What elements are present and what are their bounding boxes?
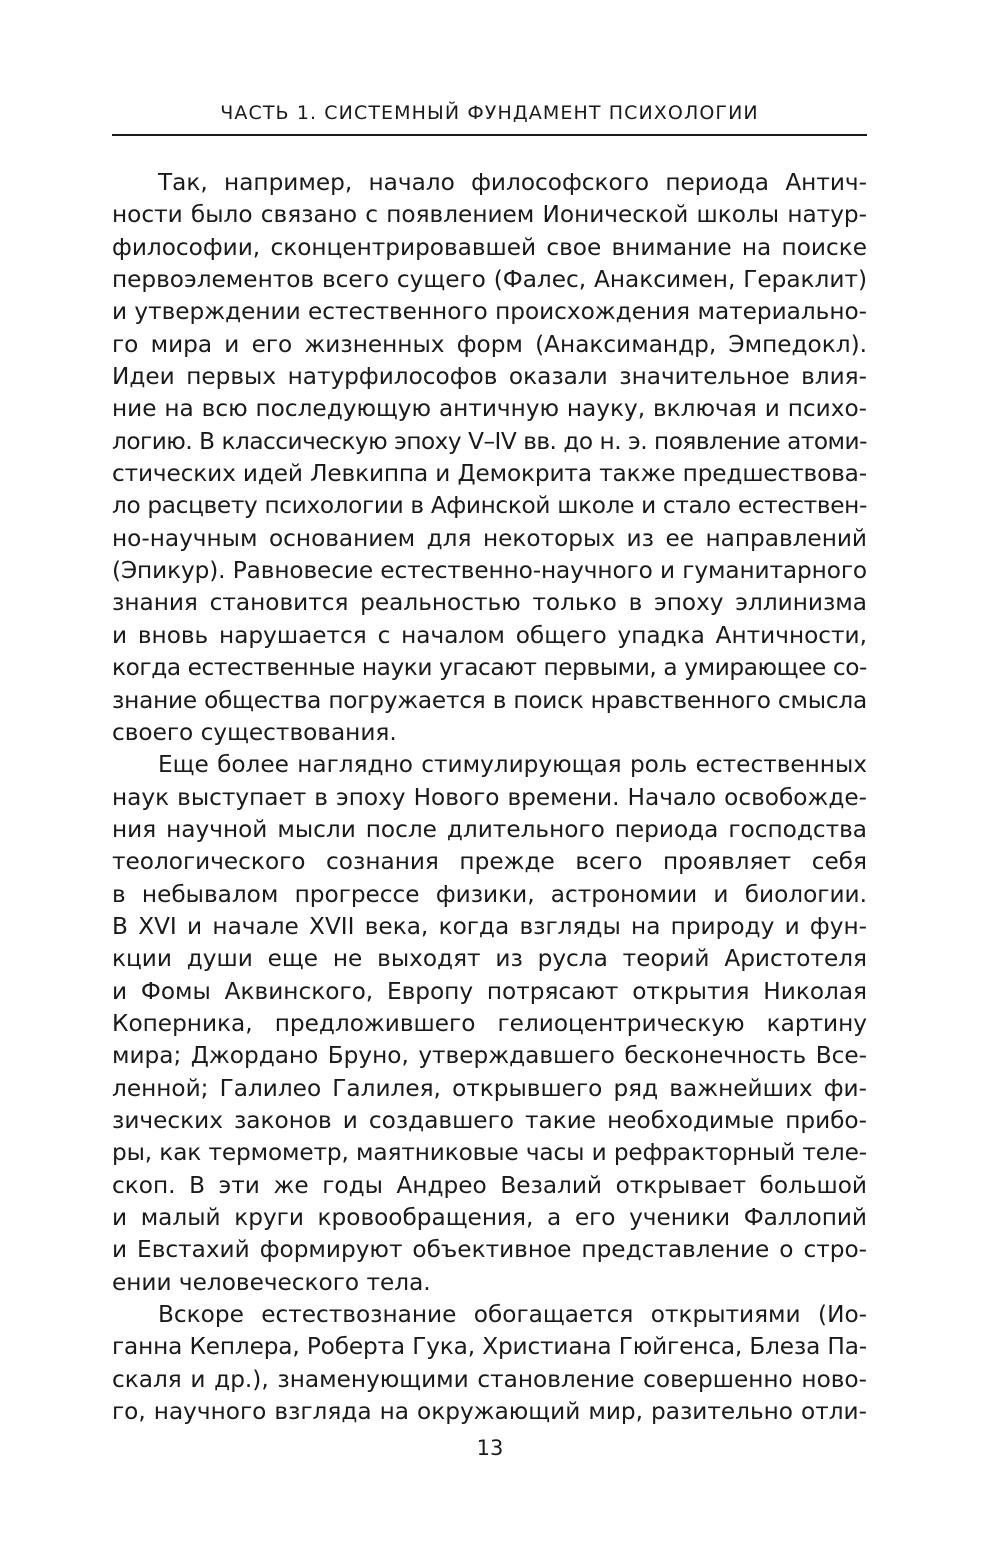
text-line: Коперника, предложившего гелиоцентрическую картину	[112, 1009, 867, 1037]
page-number: 13	[476, 1436, 504, 1460]
text-line: Так, например, начало философского периода Антич-	[158, 169, 867, 196]
text-line: ние на всю последующую античную науку, включая и психо-	[112, 395, 867, 423]
text-line: Идеи первых натурфилософов оказали значительное влия-	[112, 363, 867, 391]
text-line: кции души еще не выходят из русла теорий Аристотеля	[112, 945, 867, 973]
paragraph-1	[112, 167, 867, 749]
paragraph-2	[112, 749, 867, 1299]
text-line: В XVI и начале XVII века, когда взгляды на природу и фун-	[112, 912, 867, 940]
text-line: зических законов и создавшего такие необходимые прибо-	[112, 1106, 867, 1134]
text-line: знание общества погружается в поиск нравственного смысла	[112, 686, 867, 714]
text-line: ло расцвету психологии в Афинской школе и стало естествен-	[112, 492, 867, 520]
text-line: в небывалом прогрессе физики, астрономии и биологии.	[112, 880, 867, 908]
text-line: Еще более наглядно стимулирующая роль естественных	[158, 751, 867, 779]
paragraph-3	[112, 1299, 867, 1428]
text-line: и малый круги кровообращения, а его ученики Фаллопий	[112, 1204, 867, 1231]
text-line: ганна Кеплера, Роберта Гука, Христиана Гюйгенса, Блеза Па-	[112, 1333, 867, 1361]
text-line: и вновь нарушается с началом общего упадка Античности,	[112, 621, 867, 649]
text-line: ности было связано с появлением Ионической школы натур-	[112, 201, 867, 229]
text-line: теологического сознания прежде всего проявляет себя	[112, 848, 867, 876]
text-line: го, научного взгляда на окружающий мир, разительно отли-	[112, 1398, 867, 1426]
text-line: первоэлементов всего сущего (Фалес, Анаксимен, Гераклит)	[112, 266, 867, 294]
text-line: знания становится реальностью только в эпоху эллинизма	[112, 589, 867, 617]
text-line: и Евстахий формируют объективное представление о стро-	[112, 1236, 867, 1264]
text-line: философии, сконцентрировавшей свое внимание на поиске	[112, 233, 867, 261]
text-line: ния научной мысли после длительного периода господства	[112, 815, 867, 843]
text-line: го мира и его жизненных форм (Анаксимандр, Эмпедокл).	[112, 330, 867, 358]
header-rule	[112, 134, 867, 136]
running-head: ЧАСТЬ 1. СИСТЕМНЫЙ ФУНДАМЕНТ ПСИХОЛОГИИ	[220, 102, 759, 124]
text-line: ении человеческого тела.	[112, 1268, 431, 1296]
text-line: мира; Джордано Бруно, утверждавшего бесконечность Все-	[112, 1042, 867, 1070]
text-line: (Эпикур). Равновесие естественно-научного и гуманитарного	[112, 557, 867, 585]
text-line: когда естественные науки угасают первыми, а умирающее со-	[112, 654, 867, 682]
text-line: логию. В классическую эпоху V–IV вв. до н. э. появление атоми-	[112, 427, 867, 455]
body-text	[112, 167, 867, 1428]
text-line: ры, как термометр, маятниковые часы и рефракторный теле-	[112, 1139, 867, 1167]
text-line: Вскоре естествознание обогащается открытиями (Ио-	[158, 1301, 867, 1329]
text-line: наук выступает в эпоху Нового времени. Начало освобожде-	[112, 783, 867, 811]
text-line: скаля и др.), знаменующими становление совершенно ново-	[112, 1365, 867, 1393]
text-line: скоп. В эти же годы Андрео Везалий открывает большой	[112, 1171, 867, 1199]
text-line: своего существования.	[112, 718, 397, 746]
text-line: и утверждении естественного происхождения материально-	[112, 298, 868, 326]
text-line: но-научным основанием для некоторых из ее направлений	[112, 524, 867, 552]
text-line: стических идей Левкиппа и Демокрита также предшествова-	[112, 460, 867, 488]
text-line: ленной; Галилео Галилея, открывшего ряд важнейших фи-	[112, 1074, 867, 1102]
text-line: и Фомы Аквинского, Европу потрясают открытия Николая	[112, 977, 867, 1005]
